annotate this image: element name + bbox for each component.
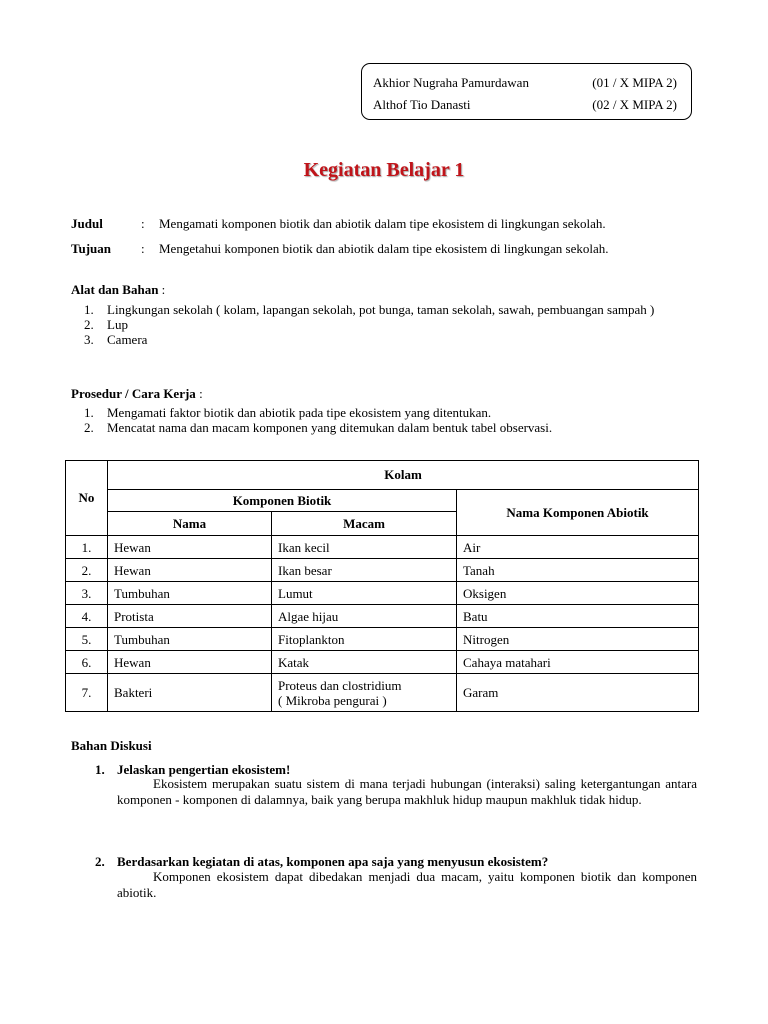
header-location: Kolam <box>108 461 699 490</box>
list-item <box>71 420 697 435</box>
tujuan-colon: : <box>141 241 145 256</box>
judul-colon: : <box>141 216 145 231</box>
diskusi-heading: Bahan Diskusi <box>71 738 152 753</box>
cell-macam: Algae hijau <box>272 605 457 628</box>
judul-label: Judul <box>71 216 103 231</box>
table-row <box>66 582 699 605</box>
cell-macam-line2: ( Mikroba pengurai ) <box>278 692 387 708</box>
table-row <box>66 559 699 582</box>
table-header-row <box>66 490 699 512</box>
cell-nama: Hewan <box>108 651 272 674</box>
tujuan-value: Mengetahui komponen biotik dan abiotik dalam tipe ekosistem di lingkungan sekolah. <box>159 241 609 256</box>
list-item-number: 1. <box>84 302 94 317</box>
cell-nama: Hewan <box>108 536 272 559</box>
prosedur-heading-text: Prosedur / Cara Kerja <box>71 386 196 401</box>
cell-nama: Tumbuhan <box>108 582 272 605</box>
cell-abiotik: Garam <box>457 674 699 712</box>
cell-macam: Ikan kecil <box>272 536 457 559</box>
author-row <box>373 75 677 93</box>
alat-list <box>71 302 697 347</box>
answer-2: Komponen ekosistem dapat dibedakan menjadi dua macam, yaitu komponen biotik dan komponen abiotik. <box>117 869 697 900</box>
cell-abiotik: Air <box>457 536 699 559</box>
list-item-number: 1. <box>84 405 94 420</box>
list-item <box>71 302 697 317</box>
observation-table <box>65 460 699 712</box>
cell-no: 1. <box>66 536 108 559</box>
author-class: (02 / X MIPA 2) <box>592 97 677 112</box>
list-item-text: Lingkungan sekolah ( kolam, lapangan sekolah, pot bunga, taman sekolah, sawah, pembuangan sampah ) <box>107 302 655 317</box>
alat-heading <box>71 282 165 298</box>
cell-abiotik: Tanah <box>457 559 699 582</box>
question-number: 1. <box>95 762 105 777</box>
cell-abiotik: Oksigen <box>457 582 699 605</box>
list-item-text: Mengamati faktor biotik dan abiotik pada tipe ekosistem yang ditentukan. <box>107 405 492 420</box>
question-number: 2. <box>95 854 105 869</box>
cell-macam: Lumut <box>272 582 457 605</box>
list-item <box>71 405 697 420</box>
table-header-row <box>66 461 699 490</box>
page-title: Kegiatan Belajar 1 <box>303 159 465 181</box>
author-name: Akhior Nugraha Pamurdawan <box>373 75 529 90</box>
table-row <box>66 628 699 651</box>
cell-macam <box>272 674 457 712</box>
cell-no: 7. <box>66 674 108 712</box>
question-text: Jelaskan pengertian ekosistem! <box>117 762 291 777</box>
answer-1: Ekosistem merupakan suatu sistem di mana terjadi hubungan (interaksi) saling ketergantungan antara komponen - komponen di dalamnya, baik yang berupa makhluk hidup maupun makhluk tidak hidup. <box>117 776 697 807</box>
list-item-text: Camera <box>107 332 148 347</box>
cell-macam-line1: Proteus dan clostridium <box>278 677 402 693</box>
question-text: Berdasarkan kegiatan di atas, komponen apa saja yang menyusun ekosistem? <box>117 854 549 869</box>
cell-nama: Bakteri <box>108 674 272 712</box>
list-item-number: 3. <box>84 332 94 347</box>
cell-macam: Ikan besar <box>272 559 457 582</box>
list-item-text: Mencatat nama dan macam komponen yang ditemukan dalam bentuk tabel observasi. <box>107 420 553 435</box>
table-row <box>66 651 699 674</box>
table-row <box>66 605 699 628</box>
list-item-text: Lup <box>107 317 128 332</box>
cell-no: 6. <box>66 651 108 674</box>
list-item-number: 2. <box>84 317 94 332</box>
alat-heading-colon: : <box>158 282 166 297</box>
cell-abiotik: Cahaya matahari <box>457 651 699 674</box>
header-macam: Macam <box>272 512 457 536</box>
cell-no: 4. <box>66 605 108 628</box>
cell-macam: Fitoplankton <box>272 628 457 651</box>
tujuan-label: Tujuan <box>71 241 111 256</box>
prosedur-list <box>71 405 697 435</box>
alat-heading-text: Alat dan Bahan <box>71 282 159 297</box>
list-item-number: 2. <box>84 420 94 435</box>
author-name: Althof Tio Danasti <box>373 97 471 112</box>
cell-no: 2. <box>66 559 108 582</box>
judul-value: Mengamati komponen biotik dan abiotik dalam tipe ekosistem di lingkungan sekolah. <box>159 216 606 231</box>
cell-macam: Katak <box>272 651 457 674</box>
cell-nama: Hewan <box>108 559 272 582</box>
author-row <box>373 97 677 115</box>
header-biotik: Komponen Biotik <box>108 490 457 512</box>
author-box <box>361 63 692 120</box>
prosedur-heading <box>71 386 203 402</box>
cell-nama: Protista <box>108 605 272 628</box>
cell-no: 5. <box>66 628 108 651</box>
list-item <box>71 317 697 332</box>
list-item <box>71 332 697 347</box>
prosedur-heading-colon: : <box>195 386 203 401</box>
table-row <box>66 674 699 712</box>
header-no: No <box>66 461 108 536</box>
table-row <box>66 536 699 559</box>
author-class: (01 / X MIPA 2) <box>592 75 677 90</box>
cell-nama: Tumbuhan <box>108 628 272 651</box>
cell-no: 3. <box>66 582 108 605</box>
cell-abiotik: Batu <box>457 605 699 628</box>
header-abiotik: Nama Komponen Abiotik <box>457 490 699 536</box>
header-nama: Nama <box>108 512 272 536</box>
cell-abiotik: Nitrogen <box>457 628 699 651</box>
